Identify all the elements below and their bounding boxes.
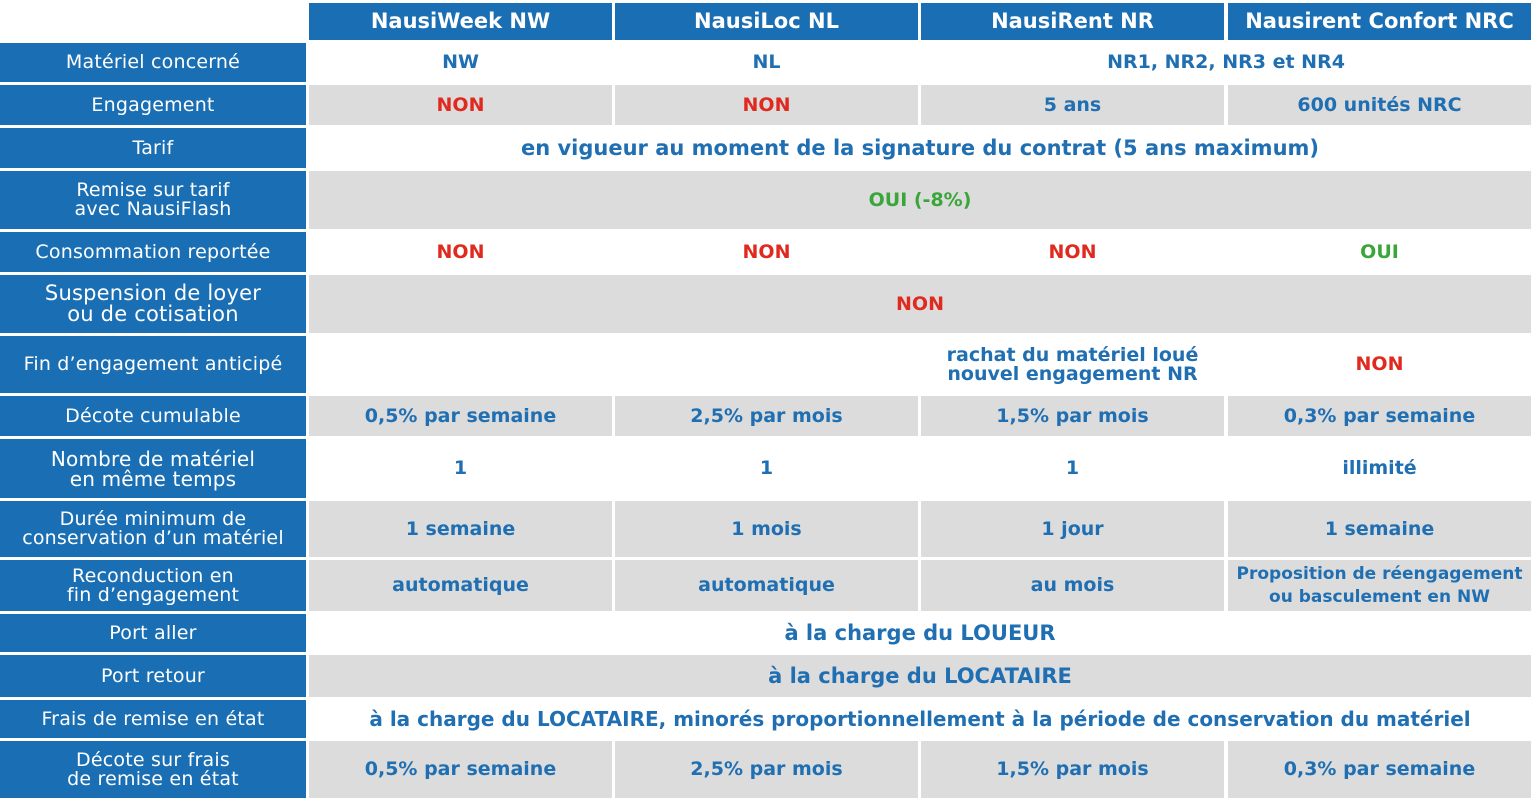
cell-nombre-nl: 1: [615, 439, 918, 498]
row-label-port-retour: Port retour: [0, 655, 306, 697]
cell-fin-nr: rachat du matériel loué nouvel engagement NR: [921, 336, 1224, 393]
row-label-fin-engagement: Fin d’engagement anticipé: [0, 336, 306, 393]
row-label-suspension: Suspension de loyer ou de cotisation: [0, 275, 306, 333]
cell-nombre-nr: 1: [921, 439, 1224, 498]
row-label-nombre: Nombre de matériel en même temps: [0, 439, 306, 498]
header-col-nausirent-confort: Nausirent Confort NRC: [1228, 3, 1531, 40]
cell-materiel-nl: NL: [615, 43, 918, 82]
cell-port-aller-all: à la charge du LOUEUR: [309, 614, 1531, 652]
row-label-duree: Durée minimum de conservation d’un matériel: [0, 501, 306, 557]
cell-engagement-nrc: 600 unités NRC: [1228, 85, 1531, 125]
header-col-nausiweek: NausiWeek NW: [309, 3, 612, 40]
cell-reconduction-nr: au mois: [921, 560, 1224, 611]
cell-tarif-all: en vigueur au moment de la signature du contrat (5 ans maximum): [309, 128, 1531, 168]
cell-consommation-nrc: OUI: [1228, 232, 1531, 272]
header-col-nausirent: NausiRent NR: [921, 3, 1224, 40]
cell-decote-nw: 0,5% par semaine: [309, 396, 612, 436]
cell-decote-nl: 2,5% par mois: [615, 396, 918, 436]
cell-engagement-nr: 5 ans: [921, 85, 1224, 125]
cell-nombre-nrc: illimité: [1228, 439, 1531, 498]
cell-engagement-nl: NON: [615, 85, 918, 125]
cell-duree-nl: 1 mois: [615, 501, 918, 557]
cell-consommation-nw: NON: [309, 232, 612, 272]
cell-duree-nr: 1 jour: [921, 501, 1224, 557]
cell-duree-nrc: 1 semaine: [1228, 501, 1531, 557]
cell-fin-nrc: NON: [1228, 336, 1531, 393]
row-label-consommation: Consommation reportée: [0, 232, 306, 272]
cell-nombre-nw: 1: [309, 439, 612, 498]
row-label-decote: Décote cumulable: [0, 396, 306, 436]
cell-duree-nw: 1 semaine: [309, 501, 612, 557]
cell-frais-all: à la charge du LOCATAIRE, minorés proportionnellement à la période de conservation du matériel: [309, 700, 1531, 738]
row-label-remise: Remise sur tarif avec NausiFlash: [0, 171, 306, 229]
cell-remise-all: OUI (-8%): [309, 171, 1531, 229]
cell-decote-nr: 1,5% par mois: [921, 396, 1224, 436]
cell-port-retour-all: à la charge du LOCATAIRE: [309, 655, 1531, 697]
cell-decote-nrc: 0,3% par semaine: [1228, 396, 1531, 436]
cell-decote-frais-nw: 0,5% par semaine: [309, 741, 612, 798]
cell-reconduction-nrc: Proposition de réengagement ou basculement en NW: [1228, 560, 1531, 611]
cell-suspension-all: NON: [309, 275, 1531, 333]
cell-reconduction-nw: automatique: [309, 560, 612, 611]
cell-materiel-nw: NW: [309, 43, 612, 82]
cell-decote-frais-nr: 1,5% par mois: [921, 741, 1224, 798]
cell-decote-frais-nrc: 0,3% par semaine: [1228, 741, 1531, 798]
row-label-decote-frais: Décote sur frais de remise en état: [0, 741, 306, 798]
cell-reconduction-nl: automatique: [615, 560, 918, 611]
cell-fin-nl: [615, 336, 918, 393]
row-label-materiel: Matériel concerné: [0, 43, 306, 82]
cell-engagement-nw: NON: [309, 85, 612, 125]
header-col-nausiloc: NausiLoc NL: [615, 3, 918, 40]
cell-materiel-nr-nrc: NR1, NR2, NR3 et NR4: [921, 43, 1531, 82]
cell-fin-nw: [309, 336, 612, 393]
row-label-reconduction: Reconduction en fin d’engagement: [0, 560, 306, 611]
row-label-port-aller: Port aller: [0, 614, 306, 652]
cell-consommation-nl: NON: [615, 232, 918, 272]
cell-consommation-nr: NON: [921, 232, 1224, 272]
row-label-engagement: Engagement: [0, 85, 306, 125]
row-label-frais: Frais de remise en état: [0, 700, 306, 738]
cell-decote-frais-nl: 2,5% par mois: [615, 741, 918, 798]
row-label-tarif: Tarif: [0, 128, 306, 168]
